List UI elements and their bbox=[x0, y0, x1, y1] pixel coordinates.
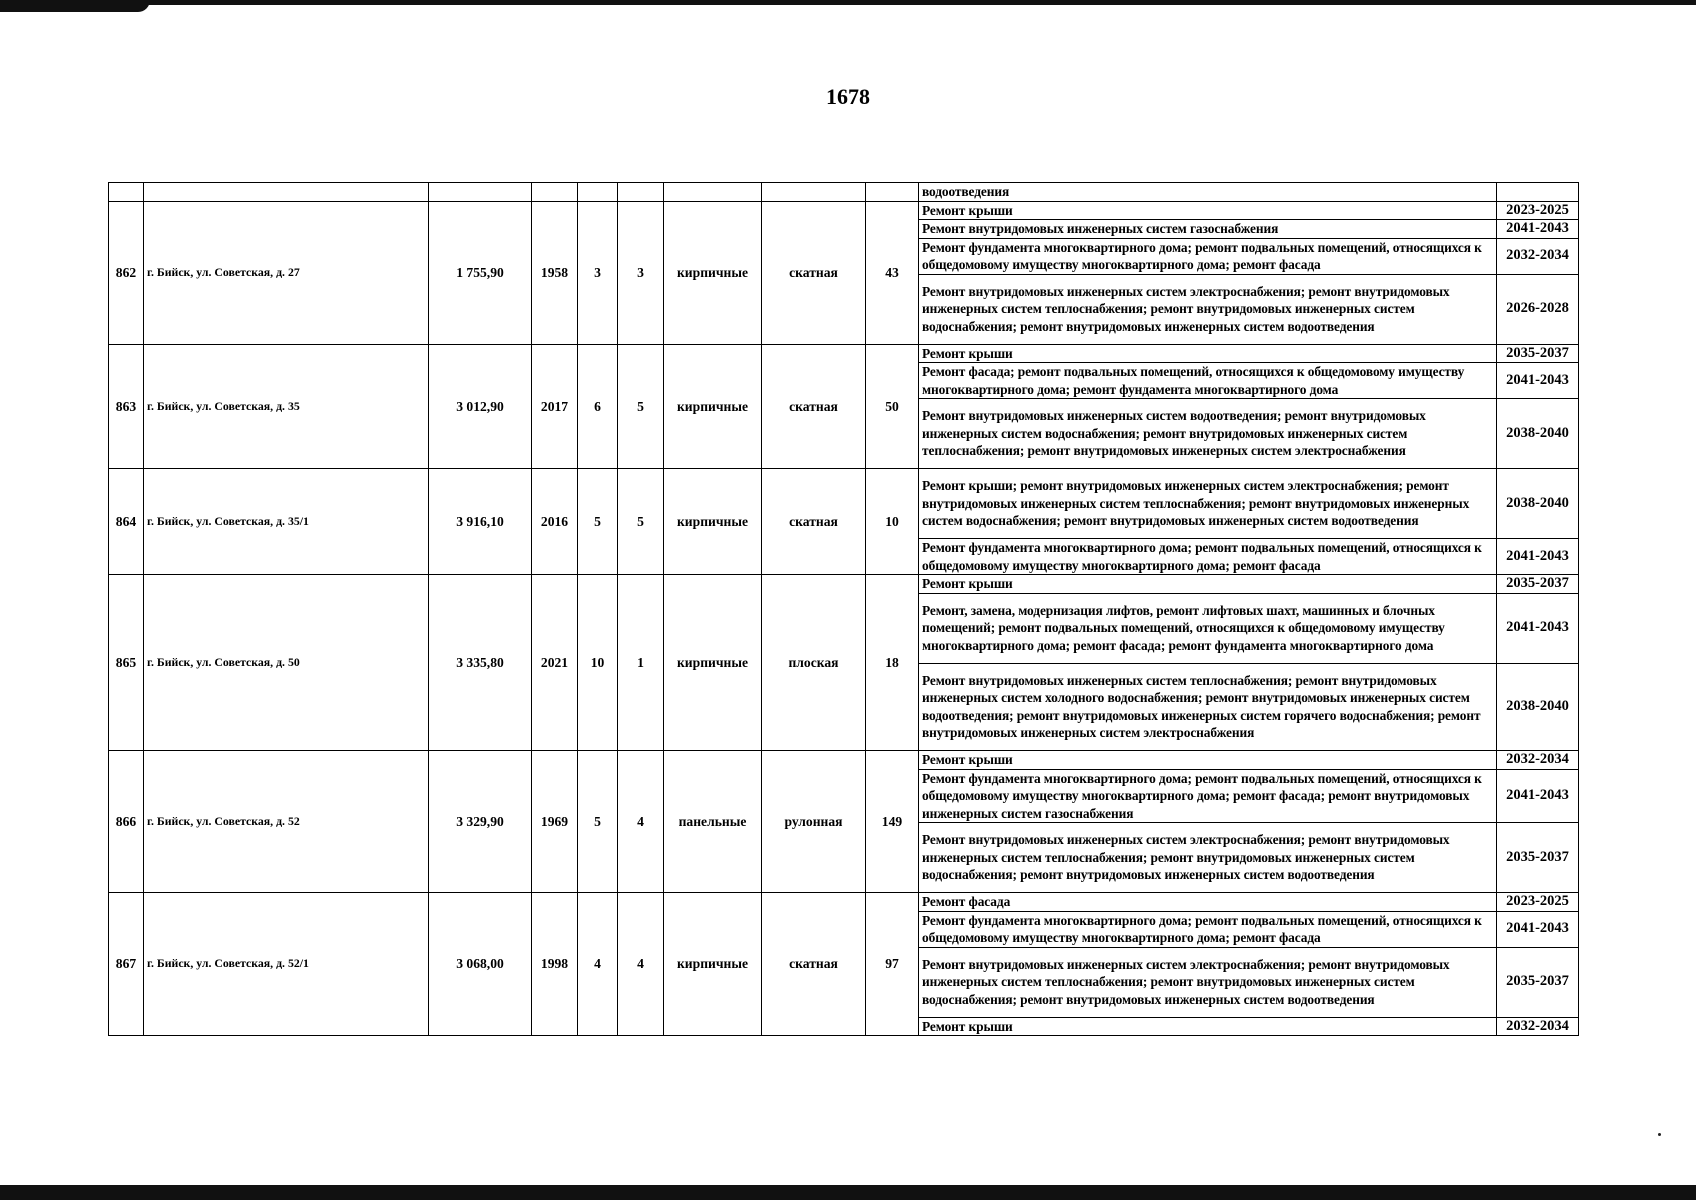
cell-period: 2038-2040 bbox=[1497, 399, 1579, 469]
cell-period: 2023-2025 bbox=[1497, 893, 1579, 912]
cell-work-type: Ремонт крыши bbox=[919, 1017, 1497, 1036]
cell-work-type: Ремонт внутридомовых инженерных систем теплоснабжения; ремонт внутридомовых инженерных систем холодного водоснабжения; ремонт внутридомовых инженерных систем водоотведения; ремонт внутридомовых инженерных систем горячего водоснабжения; ремонт внутридомовых инженерных систем электроснабжения bbox=[919, 663, 1497, 751]
cell-area: 3 335,80 bbox=[429, 575, 532, 751]
cell-year: 2016 bbox=[532, 469, 578, 575]
cell-period: 2041-2043 bbox=[1497, 911, 1579, 947]
cell-area: 3 329,90 bbox=[429, 751, 532, 893]
cell-work-type: Ремонт фундамента многоквартирного дома; ремонт подвальных помещений, относящихся к общедомовому имуществу многоквартирного дома; ремонт фасада bbox=[919, 539, 1497, 575]
cell-address: г. Бийск, ул. Советская, д. 35/1 bbox=[144, 469, 429, 575]
cell-roof: скатная bbox=[762, 201, 866, 344]
cell-period: 2032-2034 bbox=[1497, 1017, 1579, 1036]
cell-work-type: Ремонт фундамента многоквартирного дома; ремонт подвальных помещений, относящихся к общедомовому имуществу многоквартирного дома; ремонт фасада bbox=[919, 238, 1497, 274]
cell-num bbox=[109, 183, 144, 202]
cell-num: 863 bbox=[109, 344, 144, 469]
cell-floors: 3 bbox=[578, 201, 618, 344]
cell-num: 866 bbox=[109, 751, 144, 893]
cell-work-type: Ремонт внутридомовых инженерных систем электроснабжения; ремонт внутридомовых инженерных систем теплоснабжения; ремонт внутридомовых инженерных систем водоснабжения; ремонт внутридомовых инженерных систем водоотведения bbox=[919, 947, 1497, 1017]
cell-year: 1998 bbox=[532, 893, 578, 1036]
cell-period: 2032-2034 bbox=[1497, 751, 1579, 770]
cell-period: 2035-2037 bbox=[1497, 344, 1579, 363]
scan-border-top-corner bbox=[0, 0, 150, 12]
cell-work-type: Ремонт крыши bbox=[919, 575, 1497, 594]
cell-roof: рулонная bbox=[762, 751, 866, 893]
cell-work-type: водоотведения bbox=[919, 183, 1497, 202]
cell-work-type: Ремонт внутридомовых инженерных систем газоснабжения bbox=[919, 220, 1497, 239]
cell-area: 3 068,00 bbox=[429, 893, 532, 1036]
cell-entrances: 5 bbox=[618, 344, 664, 469]
cell-year: 1958 bbox=[532, 201, 578, 344]
cell-entrances: 1 bbox=[618, 575, 664, 751]
cell-period: 2041-2043 bbox=[1497, 220, 1579, 239]
table-row bbox=[109, 201, 1579, 220]
cell-walls: кирпичные bbox=[664, 201, 762, 344]
cell-work-type: Ремонт внутридомовых инженерных систем электроснабжения; ремонт внутридомовых инженерных систем теплоснабжения; ремонт внутридомовых инженерных систем водоснабжения; ремонт внутридомовых инженерных систем водоотведения bbox=[919, 274, 1497, 344]
cell-address: г. Бийск, ул. Советская, д. 52 bbox=[144, 751, 429, 893]
cell-residents: 97 bbox=[866, 893, 919, 1036]
cell-roof: плоская bbox=[762, 575, 866, 751]
cell-period: 2041-2043 bbox=[1497, 539, 1579, 575]
capital-repair-table bbox=[108, 182, 1579, 1036]
cell-walls: кирпичные bbox=[664, 469, 762, 575]
cell-work-type: Ремонт фундамента многоквартирного дома; ремонт подвальных помещений, относящихся к общедомовому имуществу многоквартирного дома; ремонт фасада bbox=[919, 911, 1497, 947]
cell-roof: скатная bbox=[762, 469, 866, 575]
cell-roof bbox=[762, 183, 866, 202]
cell-address: г. Бийск, ул. Советская, д. 50 bbox=[144, 575, 429, 751]
cell-address: г. Бийск, ул. Советская, д. 27 bbox=[144, 201, 429, 344]
cell-period: 2035-2037 bbox=[1497, 823, 1579, 893]
cell-year bbox=[532, 183, 578, 202]
cell-num: 862 bbox=[109, 201, 144, 344]
cell-address: г. Бийск, ул. Советская, д. 52/1 bbox=[144, 893, 429, 1036]
cell-period: 2023-2025 bbox=[1497, 201, 1579, 220]
cell-floors bbox=[578, 183, 618, 202]
table-row bbox=[109, 344, 1579, 363]
cell-work-type: Ремонт крыши bbox=[919, 201, 1497, 220]
cell-entrances: 4 bbox=[618, 751, 664, 893]
cell-period: 2041-2043 bbox=[1497, 363, 1579, 399]
table-row bbox=[109, 751, 1579, 770]
cell-walls: кирпичные bbox=[664, 893, 762, 1036]
cell-floors: 4 bbox=[578, 893, 618, 1036]
cell-num: 867 bbox=[109, 893, 144, 1036]
cell-floors: 5 bbox=[578, 469, 618, 575]
cell-period: 2035-2037 bbox=[1497, 947, 1579, 1017]
cell-residents bbox=[866, 183, 919, 202]
cell-roof: скатная bbox=[762, 893, 866, 1036]
cell-period: 2038-2040 bbox=[1497, 469, 1579, 539]
cell-address bbox=[144, 183, 429, 202]
cell-work-type: Ремонт внутридомовых инженерных систем водоотведения; ремонт внутридомовых инженерных систем водоснабжения; ремонт внутридомовых инженерных систем теплоснабжения; ремонт внутридомовых инженерных систем электроснабжения bbox=[919, 399, 1497, 469]
cell-area: 1 755,90 bbox=[429, 201, 532, 344]
cell-period: 2032-2034 bbox=[1497, 238, 1579, 274]
cell-entrances bbox=[618, 183, 664, 202]
cell-work-type: Ремонт крыши bbox=[919, 751, 1497, 770]
cell-entrances: 3 bbox=[618, 201, 664, 344]
cell-residents: 10 bbox=[866, 469, 919, 575]
cell-year: 2021 bbox=[532, 575, 578, 751]
cell-residents: 18 bbox=[866, 575, 919, 751]
cell-entrances: 4 bbox=[618, 893, 664, 1036]
cell-num: 864 bbox=[109, 469, 144, 575]
cell-period bbox=[1497, 183, 1579, 202]
scan-border-top bbox=[0, 0, 1696, 5]
cell-address: г. Бийск, ул. Советская, д. 35 bbox=[144, 344, 429, 469]
cell-residents: 43 bbox=[866, 201, 919, 344]
cell-area: 3 012,90 bbox=[429, 344, 532, 469]
cell-period: 2041-2043 bbox=[1497, 593, 1579, 663]
cell-period: 2026-2028 bbox=[1497, 274, 1579, 344]
cell-walls: панельные bbox=[664, 751, 762, 893]
table-row-leading bbox=[109, 183, 1579, 202]
scan-border-bottom bbox=[0, 1185, 1696, 1200]
cell-floors: 10 bbox=[578, 575, 618, 751]
table-body bbox=[109, 183, 1579, 1036]
cell-period: 2035-2037 bbox=[1497, 575, 1579, 594]
cell-area bbox=[429, 183, 532, 202]
cell-area: 3 916,10 bbox=[429, 469, 532, 575]
cell-work-type: Ремонт крыши; ремонт внутридомовых инженерных систем электроснабжения; ремонт внутридомовых инженерных систем теплоснабжения; ремонт внутридомовых инженерных систем водоснабжения; ремонт внутридомовых инженерных систем водоотведения bbox=[919, 469, 1497, 539]
cell-period: 2041-2043 bbox=[1497, 769, 1579, 823]
cell-work-type: Ремонт фундамента многоквартирного дома; ремонт подвальных помещений, относящихся к общедомовому имуществу многоквартирного дома; ремонт фасада; ремонт внутридомовых инженерных систем газоснабжения bbox=[919, 769, 1497, 823]
cell-residents: 50 bbox=[866, 344, 919, 469]
cell-walls: кирпичные bbox=[664, 575, 762, 751]
table-row bbox=[109, 575, 1579, 594]
cell-floors: 5 bbox=[578, 751, 618, 893]
cell-roof: скатная bbox=[762, 344, 866, 469]
cell-work-type: Ремонт внутридомовых инженерных систем электроснабжения; ремонт внутридомовых инженерных систем теплоснабжения; ремонт внутридомовых инженерных систем водоснабжения; ремонт внутридомовых инженерных систем водоотведения bbox=[919, 823, 1497, 893]
table-row bbox=[109, 893, 1579, 912]
scan-speck bbox=[1658, 1133, 1661, 1136]
cell-period: 2038-2040 bbox=[1497, 663, 1579, 751]
cell-year: 1969 bbox=[532, 751, 578, 893]
table-row bbox=[109, 469, 1579, 539]
cell-walls: кирпичные bbox=[664, 344, 762, 469]
cell-work-type: Ремонт фасада; ремонт подвальных помещений, относящихся к общедомовому имуществу многоквартирного дома; ремонт фундамента многоквартирного дома bbox=[919, 363, 1497, 399]
cell-walls bbox=[664, 183, 762, 202]
cell-work-type: Ремонт крыши bbox=[919, 344, 1497, 363]
cell-year: 2017 bbox=[532, 344, 578, 469]
cell-work-type: Ремонт фасада bbox=[919, 893, 1497, 912]
cell-floors: 6 bbox=[578, 344, 618, 469]
cell-residents: 149 bbox=[866, 751, 919, 893]
page-number: 1678 bbox=[826, 84, 870, 109]
cell-work-type: Ремонт, замена, модернизация лифтов, ремонт лифтовых шахт, машинных и блочных помещений; ремонт подвальных помещений, относящихся к общедомовому имуществу многоквартирного дома; ремонт фасада; ремонт фундамента многоквартирного дома bbox=[919, 593, 1497, 663]
cell-entrances: 5 bbox=[618, 469, 664, 575]
cell-num: 865 bbox=[109, 575, 144, 751]
